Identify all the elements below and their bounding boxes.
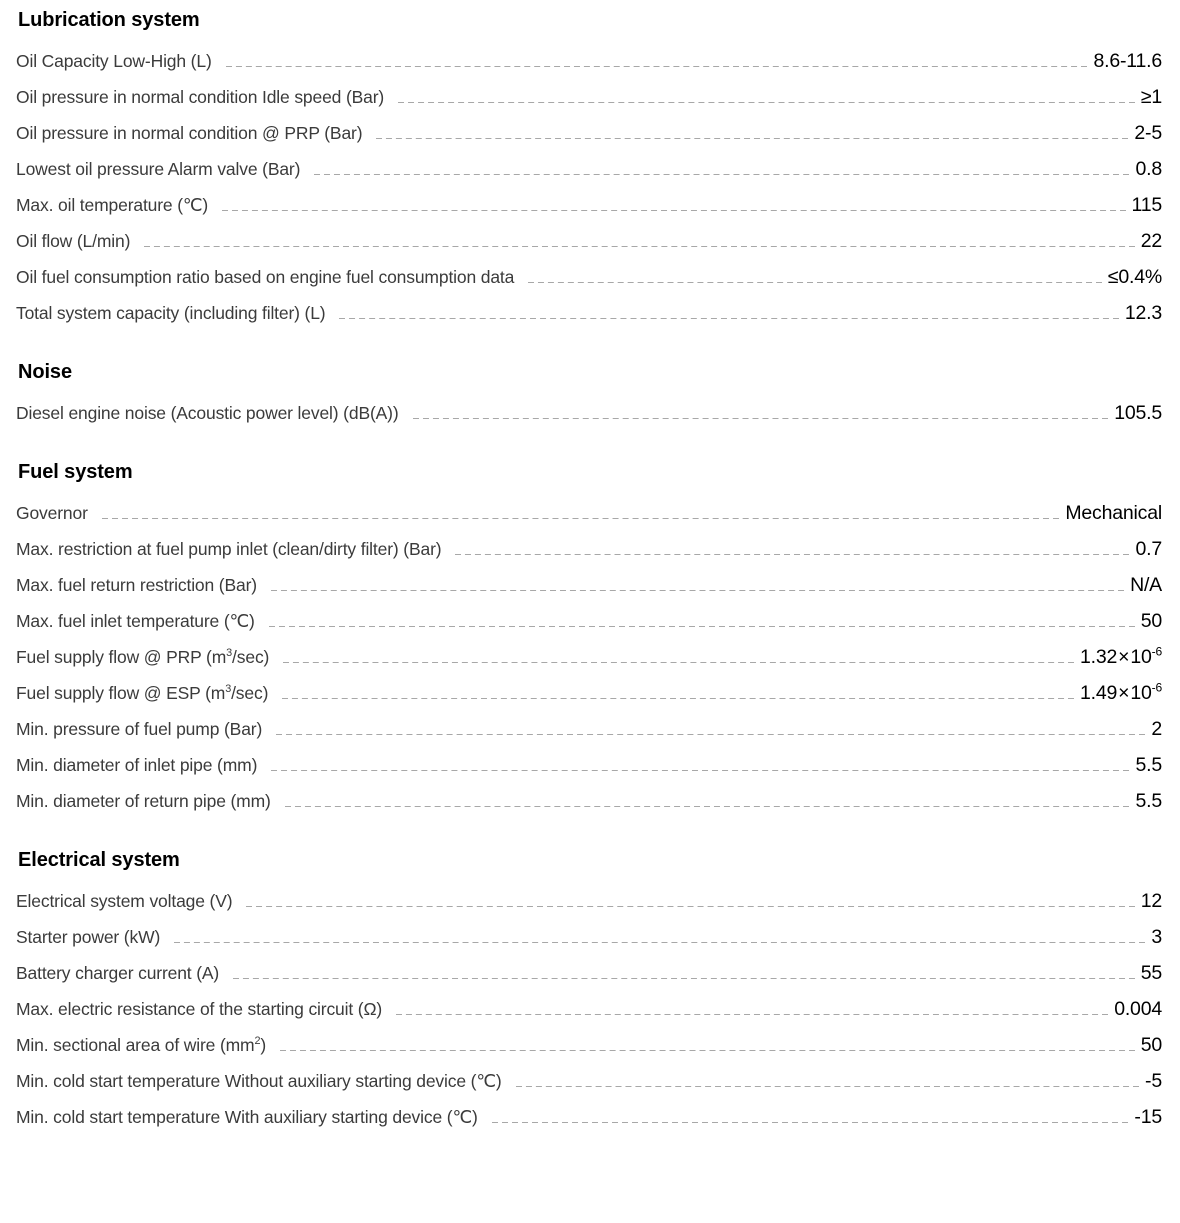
spec-value: -15	[1134, 1106, 1162, 1128]
section-fuel-system	[16, 460, 1162, 826]
spec-row	[16, 266, 1162, 302]
spec-row	[16, 682, 1162, 718]
spec-value: 0.004	[1114, 998, 1162, 1020]
spec-row	[16, 50, 1162, 86]
section-spacer	[16, 338, 1162, 360]
spec-value: 5.5	[1135, 790, 1162, 812]
dotted-leader	[285, 806, 1130, 807]
spec-row	[16, 574, 1162, 610]
dotted-leader	[271, 590, 1124, 591]
dotted-leader	[233, 978, 1135, 979]
spec-label: Max. fuel return restriction (Bar)	[16, 575, 257, 595]
spec-value: 50	[1140, 610, 1162, 632]
dotted-leader	[516, 1086, 1140, 1087]
section-electrical-system	[16, 848, 1162, 1142]
dotted-leader	[174, 942, 1145, 943]
dotted-leader	[144, 246, 1134, 247]
dotted-leader	[339, 318, 1118, 319]
spec-label: Min. diameter of return pipe (mm)	[16, 791, 271, 811]
spec-label: Max. electric resistance of the starting circuit (Ω)	[16, 999, 383, 1019]
spec-row	[16, 890, 1162, 926]
spec-value: N/A	[1130, 574, 1162, 596]
heading-spacer	[16, 32, 1162, 50]
spec-value: 2-5	[1134, 122, 1162, 144]
section-heading-fuel-system: Fuel system	[18, 461, 133, 483]
section-heading-noise: Noise	[18, 361, 72, 383]
spec-label: Oil fuel consumption ratio based on engine fuel consumption data	[16, 267, 515, 287]
spec-value: 5.5	[1135, 754, 1162, 776]
spec-row	[16, 646, 1162, 682]
spec-value: 2	[1151, 718, 1162, 740]
spec-label: Battery charger current (A)	[16, 963, 220, 983]
spec-row	[16, 302, 1162, 338]
spec-value: 12.3	[1124, 302, 1162, 324]
dotted-leader	[102, 518, 1060, 519]
section-rows-lubrication-system	[16, 50, 1162, 338]
spec-label: Total system capacity (including filter) (L)	[16, 303, 326, 323]
dotted-leader	[376, 138, 1128, 139]
dotted-leader	[396, 1014, 1108, 1015]
spec-row	[16, 230, 1162, 266]
spec-label: Max. fuel inlet temperature (℃)	[16, 611, 255, 631]
dotted-leader	[455, 554, 1129, 555]
spec-label: Lowest oil pressure Alarm valve (Bar)	[16, 159, 301, 179]
spec-sections-container	[16, 8, 1162, 1142]
spec-label: Min. pressure of fuel pump (Bar)	[16, 719, 263, 739]
section-heading-lubrication-system: Lubrication system	[18, 9, 200, 31]
section-rows-electrical-system	[16, 890, 1162, 1142]
dotted-leader	[413, 418, 1109, 419]
heading-spacer	[16, 872, 1162, 890]
spec-value: ≤0.4%	[1107, 266, 1162, 288]
dotted-leader	[246, 906, 1134, 907]
spec-value: 8.6-11.6	[1093, 50, 1162, 72]
dotted-leader	[398, 102, 1135, 103]
spec-value: 115	[1131, 194, 1162, 216]
spec-value: 55	[1140, 962, 1162, 984]
spec-row	[16, 962, 1162, 998]
heading-spacer	[16, 384, 1162, 402]
spec-label: Starter power (kW)	[16, 927, 161, 947]
spec-value: $1.32\times 10^{-6}$	[1080, 644, 1162, 668]
section-spacer	[16, 438, 1162, 460]
section-rows-fuel-system	[16, 502, 1162, 826]
spec-label: Min. cold start temperature Without auxiliary starting device (℃)	[16, 1071, 502, 1091]
spec-label: Oil flow (L/min)	[16, 231, 131, 251]
spec-value: Mechanical	[1065, 502, 1162, 524]
spec-label: Max. restriction at fuel pump inlet (clean/dirty filter) (Bar)	[16, 539, 442, 559]
spec-label: Electrical system voltage (V)	[16, 891, 233, 911]
spec-label: Min. diameter of inlet pipe (mm)	[16, 755, 258, 775]
spec-label: Min. sectional area of wire $(mm^2)$	[16, 1035, 267, 1055]
section-spacer	[16, 826, 1162, 848]
spec-value: 105.5	[1114, 402, 1162, 424]
spec-value: $1.49\times 10^{-6}$	[1080, 680, 1162, 704]
spec-row	[16, 754, 1162, 790]
spec-value: 0.8	[1135, 158, 1162, 180]
section-rows-noise	[16, 402, 1162, 438]
spec-row	[16, 402, 1162, 438]
dotted-leader	[226, 66, 1088, 67]
dotted-leader	[283, 662, 1074, 663]
spec-row	[16, 86, 1162, 122]
dotted-leader	[276, 734, 1145, 735]
spec-value: 12	[1140, 890, 1162, 912]
spec-row	[16, 718, 1162, 754]
dotted-leader	[282, 698, 1074, 699]
spec-value: 22	[1140, 230, 1162, 252]
dotted-leader	[280, 1050, 1135, 1051]
dotted-leader	[271, 770, 1129, 771]
spec-label: Diesel engine noise (Acoustic power level) (dB(A))	[16, 403, 399, 423]
dotted-leader	[528, 282, 1102, 283]
section-noise	[16, 360, 1162, 438]
spec-row	[16, 610, 1162, 646]
spec-row	[16, 122, 1162, 158]
dotted-leader	[222, 210, 1125, 211]
spec-label: Fuel supply flow @ ESP $(m^3/\sec)$	[16, 683, 269, 703]
spec-label: Max. oil temperature (℃)	[16, 195, 209, 215]
spec-value: ≥1	[1140, 86, 1162, 108]
spec-label: Min. cold start temperature With auxiliary starting device (℃)	[16, 1107, 478, 1127]
spec-row	[16, 1034, 1162, 1070]
spec-label: Governor	[16, 503, 88, 523]
spec-value: 50	[1140, 1034, 1162, 1056]
spec-label: Oil Capacity Low-High (L)	[16, 51, 212, 71]
heading-spacer	[16, 484, 1162, 502]
spec-value: 3	[1151, 926, 1162, 948]
section-lubrication-system	[16, 8, 1162, 338]
dotted-leader	[269, 626, 1135, 627]
spec-row	[16, 998, 1162, 1034]
spec-label: Fuel supply flow @ PRP $(m^3/\sec)$	[16, 647, 270, 667]
spec-label: Oil pressure in normal condition @ PRP (Bar)	[16, 123, 363, 143]
spec-row	[16, 194, 1162, 230]
dotted-leader	[492, 1122, 1129, 1123]
spec-row	[16, 502, 1162, 538]
spec-row	[16, 1070, 1162, 1106]
dotted-leader	[314, 174, 1129, 175]
spec-value: 0.7	[1135, 538, 1162, 560]
spec-row	[16, 1106, 1162, 1142]
spec-label: Oil pressure in normal condition Idle speed (Bar)	[16, 87, 385, 107]
spec-row	[16, 926, 1162, 962]
spec-row	[16, 790, 1162, 826]
spec-row	[16, 158, 1162, 194]
section-heading-electrical-system: Electrical system	[18, 849, 180, 871]
spec-value: -5	[1145, 1070, 1162, 1092]
spec-row	[16, 538, 1162, 574]
